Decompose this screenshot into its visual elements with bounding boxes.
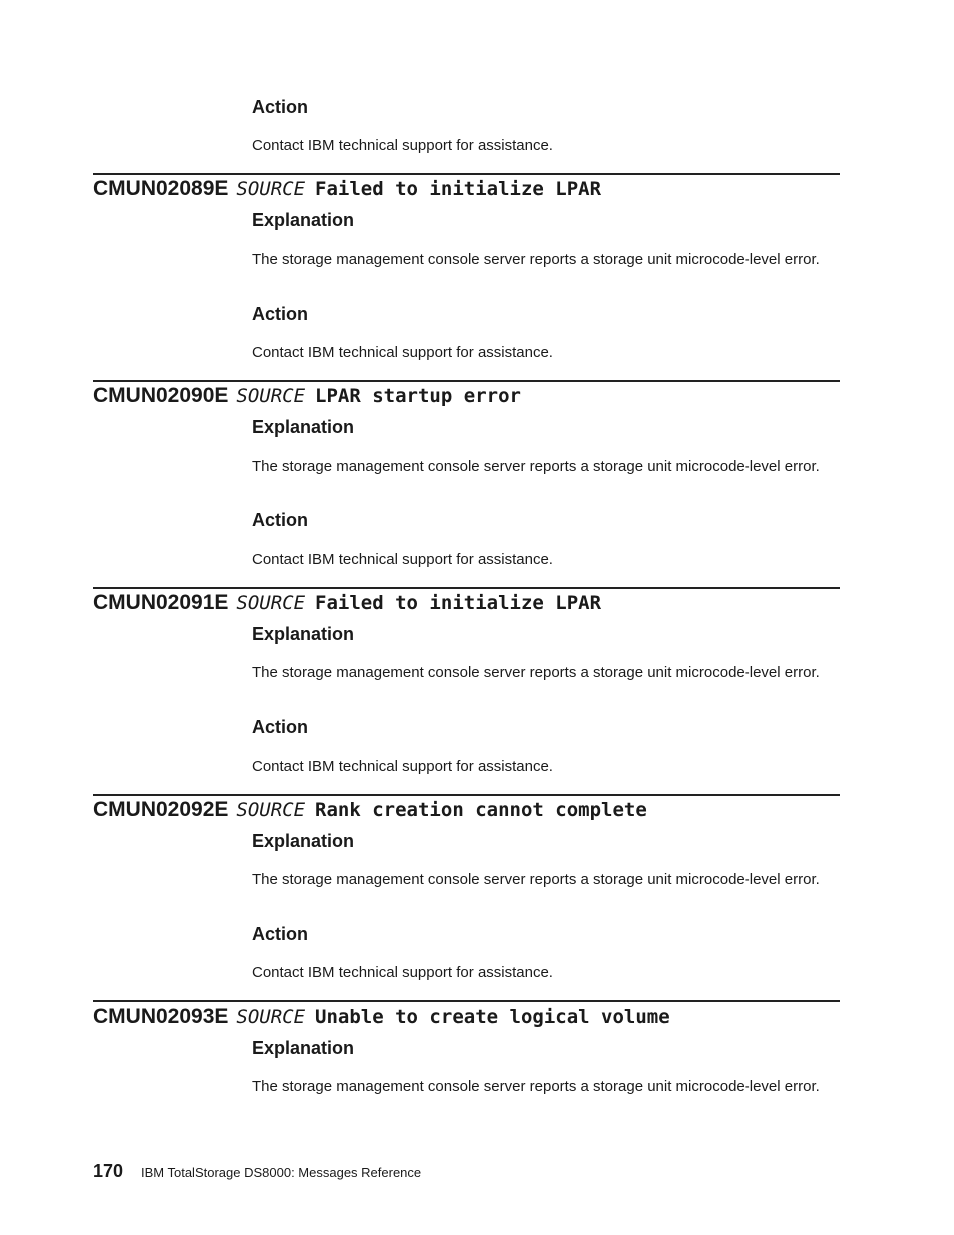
- page-number: 170: [93, 1161, 124, 1181]
- message-text: Unable to create logical volume: [315, 1006, 670, 1028]
- message-id: CMUN02091E: [93, 591, 229, 614]
- action-heading: Action: [252, 97, 308, 117]
- message-text: Failed to initialize LPAR: [315, 592, 602, 614]
- action-heading: Action: [252, 924, 308, 944]
- action-text: Contact IBM technical support for assistance.: [252, 964, 553, 981]
- message-source: SOURCE: [236, 592, 306, 614]
- message-title: [93, 383, 521, 409]
- message-title: [93, 590, 601, 616]
- explanation-text: The storage management console server reports a storage unit microcode-level error.: [252, 871, 820, 888]
- message-id: CMUN02092E: [93, 798, 229, 821]
- action-text: Contact IBM technical support for assistance.: [252, 137, 553, 154]
- explanation-text: The storage management console server reports a storage unit microcode-level error.: [252, 458, 820, 475]
- explanation-heading: Explanation: [252, 210, 355, 230]
- message-title: [93, 1004, 670, 1030]
- action-heading: Action: [252, 304, 308, 324]
- message-text: Failed to initialize LPAR: [315, 178, 602, 200]
- message-text: Rank creation cannot complete: [315, 799, 647, 821]
- message-id: CMUN02090E: [93, 384, 229, 407]
- message-source: SOURCE: [236, 1006, 306, 1028]
- explanation-heading: Explanation: [252, 831, 355, 851]
- message-title: [93, 797, 647, 823]
- action-text: Contact IBM technical support for assistance.: [252, 551, 553, 568]
- section-divider: [93, 794, 840, 796]
- section-divider: [93, 380, 840, 382]
- section-divider: [93, 587, 840, 589]
- explanation-heading: Explanation: [252, 1038, 355, 1058]
- section-divider: [93, 1000, 840, 1002]
- action-heading: Action: [252, 717, 308, 737]
- message-id: CMUN02093E: [93, 1005, 229, 1028]
- section-divider: [93, 173, 840, 175]
- explanation-heading: Explanation: [252, 624, 355, 644]
- explanation-text: The storage management console server reports a storage unit microcode-level error.: [252, 251, 820, 268]
- message-title: [93, 176, 601, 202]
- action-text: Contact IBM technical support for assistance.: [252, 758, 553, 775]
- action-heading: Action: [252, 510, 308, 530]
- message-id: CMUN02089E: [93, 177, 229, 200]
- explanation-text: The storage management console server reports a storage unit microcode-level error.: [252, 1078, 820, 1095]
- explanation-heading: Explanation: [252, 417, 355, 437]
- message-source: SOURCE: [236, 385, 306, 407]
- footer-title: IBM TotalStorage DS8000: Messages Reference: [141, 1165, 422, 1180]
- message-source: SOURCE: [236, 178, 306, 200]
- action-text: Contact IBM technical support for assistance.: [252, 344, 553, 361]
- message-source: SOURCE: [236, 799, 306, 821]
- message-text: LPAR startup error: [315, 385, 521, 407]
- explanation-text: The storage management console server reports a storage unit microcode-level error.: [252, 664, 820, 681]
